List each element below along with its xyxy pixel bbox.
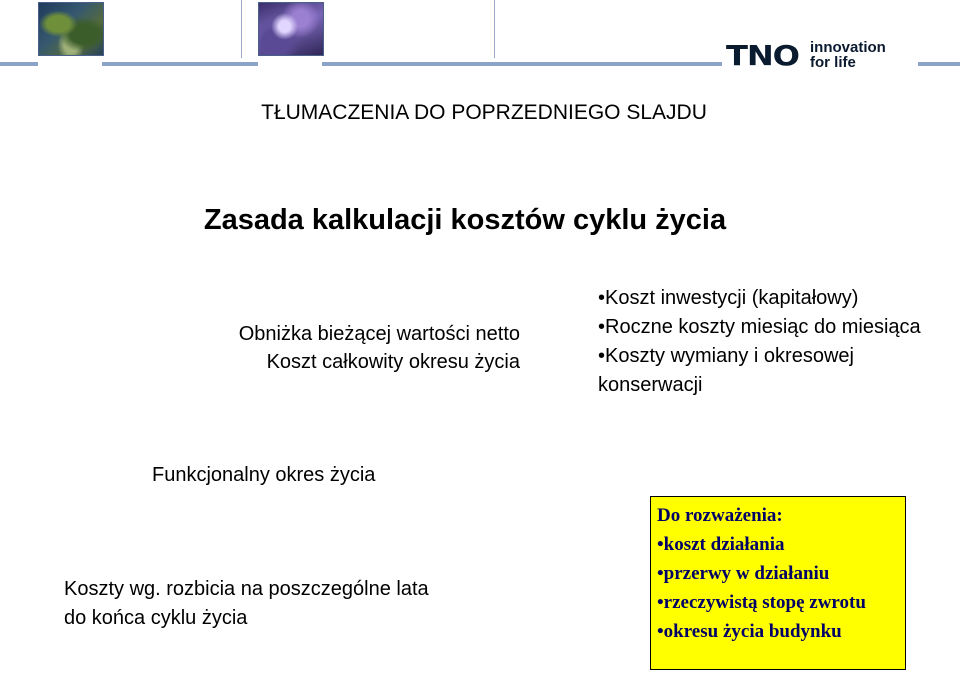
consider-item: •okresu życia budynku: [657, 621, 842, 642]
consider-item: •koszt działania: [657, 534, 785, 555]
tagline-line2: for life: [810, 54, 856, 71]
tagline-line1: innovation: [810, 39, 886, 56]
consider-title: Do rozważenia:: [657, 505, 783, 526]
header-divider: [494, 0, 495, 58]
header-rule-segment: [322, 62, 722, 66]
slide-heading: TŁUMACZENIA DO POPRZEDNIEGO SLAJDU: [261, 101, 707, 124]
technology-thumbnail: [258, 2, 324, 56]
npv-text-block: [40, 320, 520, 376]
header-rule-segment: [102, 62, 258, 66]
satellite-thumbnail: [38, 2, 104, 56]
list-item: •Koszt inwestycji (kapitałowy): [598, 287, 859, 309]
list-item: •Koszty wymiany i okresowej konserwacji: [598, 345, 854, 396]
tno-logo-tagline: [810, 40, 886, 70]
consider-box: [650, 496, 906, 670]
header-rule-segment: [918, 62, 960, 66]
header-rule-segment: [0, 62, 38, 66]
npv-line: Obniżka bieżącej wartości netto: [238, 323, 520, 345]
header-divider: [241, 0, 242, 58]
costs-breakdown-text: Koszty wg. rozbicia na poszczególne lata do końca cyklu życia: [64, 578, 429, 629]
cost-components-list: [598, 284, 928, 400]
consider-item: •przerwy w działaniu: [657, 563, 830, 584]
slide-title: Zasada kalkulacji kosztów cyklu życia: [203, 204, 727, 236]
tno-logo-mark: TNO: [726, 39, 799, 72]
total-cost-line: Koszt całkowity okresu życia: [266, 351, 520, 373]
consider-item: •rzeczywistą stopę zwrotu: [657, 592, 866, 613]
tno-logo: [726, 40, 916, 72]
functional-life-label: Funkcjonalny okres życia: [152, 464, 376, 486]
header-band: [0, 0, 960, 70]
list-item: •Roczne koszty miesiąc do miesiąca: [598, 316, 921, 338]
